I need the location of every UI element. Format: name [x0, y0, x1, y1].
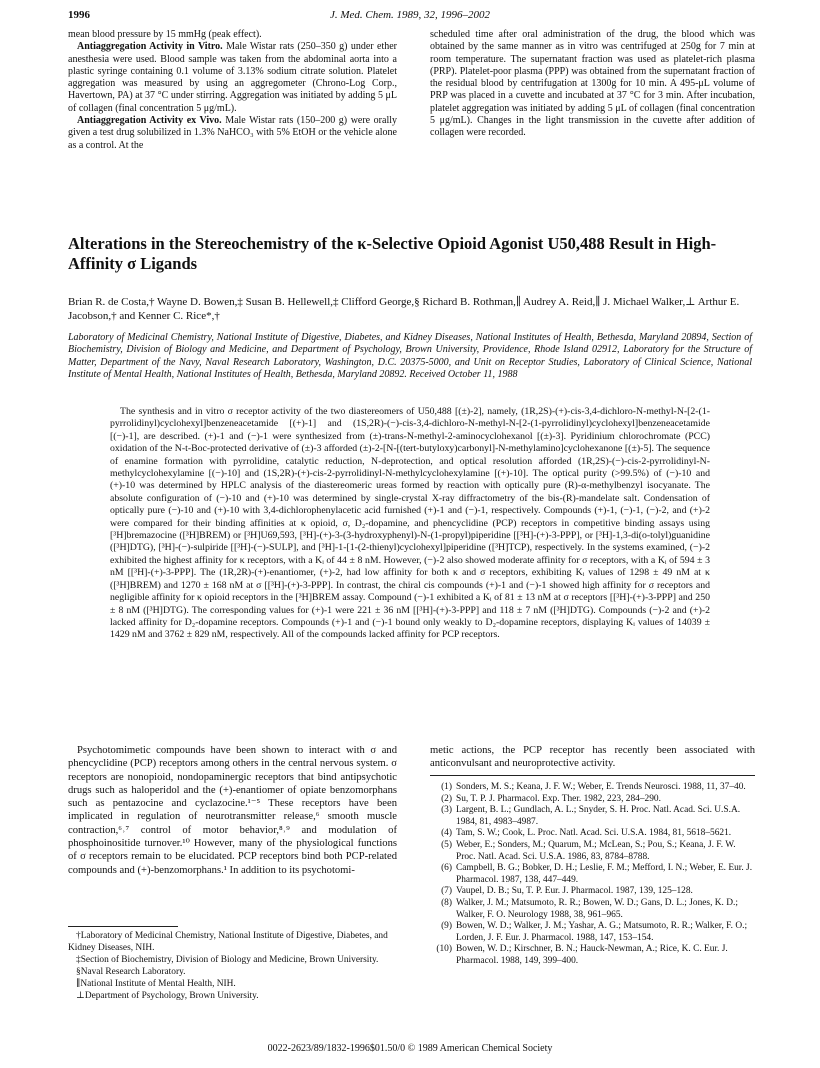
paragraph	[68, 41, 397, 115]
body-right-column	[430, 744, 755, 771]
reference-number: (3)	[441, 805, 452, 816]
reference-number: (10)	[436, 944, 452, 955]
body-left-column	[68, 744, 397, 877]
reference-text: Weber, E.; Sonders, M.; Quarum, M.; McLean, S.; Pou, S.; Keana, J. F. W. Proc. Natl. Acad. Sci. U.S.A. 1986, 83, 8784–8788.	[456, 839, 736, 862]
reference-text: Vaupel, D. B.; Su, T. P. Eur. J. Pharmacol. 1987, 139, 125–128.	[456, 886, 693, 897]
paragraph: scheduled time after oral administration of the drug, the blood which was obtained by the same manner as in vitro was centrifuged at 250g for 7 min at room temperature. The supernatant fraction was used as platelet-rich plasma (PRP). Platelet-poor plasma (PPP) was obtained from the supernatant fraction of the residual blood by centrifugation at 1300g for 10 min. A 495-μL volume of PRP was placed in a cuvette and incubated at 37 °C for 3 min. After incubation, platelet aggregation was initiated by adding 5 μL of collagen (final concentration 5 μg/mL). Changes in the light transmission in the cuvette after addition of collagen were recorded.	[430, 29, 755, 139]
paragraph: metic actions, the PCP receptor has recently been associated with anticonvulsant and neuroprotective activity.	[430, 745, 755, 770]
footnote-rule	[68, 926, 178, 927]
abstract	[110, 406, 710, 642]
reference-number: (2)	[441, 793, 452, 804]
reference-item	[430, 944, 755, 967]
reference-item	[430, 840, 755, 863]
reference-text: Su, T. P. J. Pharmacol. Exp. Ther. 1982, 223, 284–290.	[456, 793, 661, 804]
running-header	[68, 9, 752, 25]
reference-number: (7)	[441, 886, 452, 897]
reference-item	[430, 794, 755, 806]
top-left-column	[68, 29, 397, 152]
footnote: §Naval Research Laboratory.	[76, 967, 186, 977]
reference-number: (9)	[441, 921, 452, 932]
footnote: †Laboratory of Medicinal Chemistry, National Institute of Digestive, Diabetes, and Kidney Diseases, NIH.	[68, 931, 388, 953]
top-right-column	[430, 29, 755, 140]
reference-number: (8)	[441, 897, 452, 908]
abstract-text: The synthesis and in vitro σ receptor activity of the two diastereomers of U50,488 [(±)-2], namely, (1R,2S)-(+)-cis-3,4-dichloro-N-methyl-N-[2-(1-pyrrolidinyl)cyclohexyl]benzeneacetamide [(+)-1] and (1S,2R)-(−)-cis-3,4-dichloro-N-methyl-N-[2-(1-pyrrolidinyl)cyclohexyl]benzeneacetamide [(−)-1], are described. (+)-1 and (−)-1 were synthesized from (±)-trans-N-methyl-2-aminocyclohexanol [(±)-3]. Pyridinium chlorochromate (PCC) oxidation of the N-t-Boc-protected derivative of (±)-3 afforded (±)-2-[N-[(tert-butyloxy)carbonyl]-N-methylamino]cyclohexanone [(±)-5]. The sequence of enamine formation with pyrrolidine, catalytic reduction, N-deprotection, and optical resolution afforded (1R,2S)-(−)-cis-2-pyrrolidinyl-N-methylcyclohexylamine [(−)-10] and (1S,2R)-(+)-cis-2-pyrrolidinyl-N-methylcyclohexylamine [(+)-10]. The optical purity (>99.5%) of (−)-10 and (+)-10 was determined by HPLC analysis of the diastereomeric ureas formed by reaction with optically pure (R)-α-methylbenzyl isocyanate. The absolute configuration of (−)-10 and (+)-10 was determined by single-crystal X-ray diffractometry of the bis-(R)-mandelate salt. Condensation of optically pure (−)-10 and (+)-10 with 3,4-dichlorophenylacetic acid furnished (+)-1 and (−)-1, respectively. Compounds (+)-1, (−)-1, (−)-2, and (+)-2 were compared for their binding affinities at κ opioid, σ, D₂-dopamine, and phencyclidine (PCP) receptors in competitive binding assays using [³H]bremazocine ([³H]BREM) or [³H]U69,593, [³H]-(+)-3-(3-hydroxyphenyl)-N-(1-propyl)piperidine [[³H]-(+)-3-PPP], or [³H]-1,3-di(o-tolyl)guanidine ([³H]DTG), [³H]-(−)-sulpiride [[³H]-(−)-SULP], and [³H]-1-[1-(2-thienyl)cyclohexyl]piperidine ([³H]TCP), respectively. In the systems examined, (−)-2 exhibited the highest affinity for κ receptors, with a Kᵢ of 44 ± 8 nM. However, (−)-2 also showed moderate affinity for σ receptors, with a Kᵢ of 594 ± 3 nM [[³H]-(+)-3-PPP]. The (1R,2R)-(+)-enantiomer, (+)-2, had low affinity for both κ and σ receptors, exhibiting Kᵢ values of 1298 ± 49 nM at κ ([³H]BREM) and 1270 ± 168 nM at σ [[³H]-(+)-3-PPP]. In contrast, the chiral cis compounds (+)-1 and (−)-1 showed high affinity for σ receptors and negligible affinity for κ opioid receptors in the [³H]BREM assay. Compound (−)-1 exhibited a Kᵢ of 81 ± 13 nM at σ receptors [[³H]-(+)-3-PPP] and 250 ± 8 nM ([³H]DTG). The corresponding values for (+)-1 were 221 ± 36 nM [[³H]-(+)-3-PPP] and 118 ± 7 nM ([³H]DTG). Compounds (−)-2 and (+)-2 lacked affinity for D₂-dopamine receptors. Compounds (+)-1 and (−)-1 bound only weakly to D₂-dopamine receptors, displaying Kᵢ values of 14039 ± 1429 nM and 3762 ± 829 nM, respectively. All of the compounds lacked affinity for PCP receptors.	[110, 406, 710, 641]
footnote: ‡Section of Biochemistry, Division of Biology and Medicine, Brown University.	[76, 955, 379, 965]
paragraph-text: Male Wistar rats (250–350 g) under ether anesthesia were used. Blood sample was taken from the abdominal aorta into a plastic syringe containing 0.1 volume of 3.13% sodium citrate solution. Platelet aggregation was measured by using an aggregometer (Chrono-Log Corp., Havertown, PA) at 37 °C under stirring. Aggregation was initiated by adding 5 μL of collagen (final concentration 5 μg/mL).	[68, 41, 397, 114]
reference-item	[430, 898, 755, 921]
reference-number: (5)	[441, 839, 452, 850]
footnote: ∥National Institute of Mental Health, NIH.	[76, 979, 236, 989]
journal-citation: J. Med. Chem. 1989, 32, 1996–2002	[329, 9, 491, 21]
footnotes	[68, 930, 397, 1002]
article-title: Alterations in the Stereochemistry of the κ-Selective Opioid Agonist U50,488 Result in High-Affinity σ Ligands	[68, 234, 717, 273]
reference-item	[430, 886, 755, 898]
run-in-heading: Antiaggregation Activity ex Vivo.	[77, 115, 222, 127]
footnote: ⊥Department of Psychology, Brown University.	[76, 991, 259, 1001]
page-number: 1996	[68, 9, 90, 21]
reference-item	[430, 921, 755, 944]
reference-number: (4)	[441, 828, 452, 839]
reference-item	[430, 828, 755, 840]
reference-number: (6)	[441, 863, 452, 874]
reference-text: Sonders, M. S.; Keana, J. F. W.; Weber, E. Trends Neurosci. 1988, 11, 37–40.	[456, 782, 746, 792]
references-rule	[430, 775, 755, 776]
reference-text: Largent, B. L.; Gundlach, A. L.; Snyder, S. H. Proc. Natl. Acad. Sci. U.S.A. 1984, 81, 4983–4987.	[456, 805, 741, 827]
paragraph: Psychotomimetic compounds have been shown to interact with σ and phencyclidine (PCP) receptors among others in the central nervous system. σ receptors are nonopioid, nondopaminergic receptors that bind antipsychotic drugs such as haloperidol and the (+)-enantiomer of opiate benzomorphans such as pentazocine and cyclazocine.¹⁻⁵ These receptors have been implicated in regulation of neurotransmitter release,⁶ smooth muscle contraction,⁶˒⁷ control of motor behavior,⁸˒⁹ and modulation of phosphoinositide turnover.¹⁰ However, many of the physiological functions of σ receptors remain to be elucidated. PCP receptors bind both PCP-related compounds and (+)-benzomorphans.¹ In addition to its psychotomi-	[68, 745, 397, 876]
paragraph	[68, 115, 397, 152]
reference-text: Bowen, W. D.; Walker, J. M.; Yashar, A. G.; Matsumoto, R. R.; Walker, F. O.; Lorden, J. F. Eur. J. Pharmacol. 1988, 147, 153–154.	[456, 921, 748, 943]
reference-item	[430, 863, 755, 886]
reference-text: Tam, S. W.; Cook, L. Proc. Natl. Acad. Sci. U.S.A. 1984, 81, 5618–5621.	[456, 828, 732, 839]
reference-text: Campbell, B. G.; Bobker, D. H.; Leslie, F. M.; Mefford, I. N.; Weber, E. Eur. J. Pharmacol. 1987, 138, 447–449.	[456, 863, 753, 885]
affiliations: Laboratory of Medicinal Chemistry, National Institute of Digestive, Diabetes, and Kidney Diseases, National Institutes of Health, Bethesda, Maryland 20894, Section of Biochemistry, Division of Biology and Medicine, and Department of Psychology, Brown University, Providence, Rhode Island 02912, Laboratory for the Structure of Matter, Department of the Navy, Naval Research Laboratory, Washington, D.C. 20375-5000, and Unit on Receptor Studies, Laboratory of Clinical Science, National Institute of Mental Health, National Institutes of Health, Bethesda, Maryland 20892. Received October 11, 1988	[68, 332, 752, 380]
run-in-heading: Antiaggregation Activity in Vitro.	[77, 41, 223, 53]
reference-item	[430, 805, 755, 828]
copyright-line: 0022-2623/89/1832-1996$01.50/0 © 1989 American Chemical Society	[267, 1043, 553, 1054]
author-list: Brian R. de Costa,† Wayne D. Bowen,‡ Susan B. Hellewell,‡ Clifford George,§ Richard B. Rothman,∥ Audrey A. Reid,∥ J. Michael Walker,⊥ Arthur E. Jacobson,† and Kenner C. Rice*,†	[68, 296, 740, 322]
reference-text: Bowen, W. D.; Kirschner, B. N.; Hauck-Newman, A.; Rice, K. C. Eur. J. Pharmacol. 1988, 149, 399–400.	[456, 944, 728, 966]
reference-list	[430, 782, 755, 968]
reference-item	[430, 782, 755, 794]
paragraph-text: Male Wistar rats (150–200 g) were orally given a test drug solubilized in 1.3% NaHCO₃ with 5% EtOH or the vehicle alone as a control. At the	[68, 115, 397, 151]
reference-number: (1)	[441, 782, 452, 792]
reference-text: Walker, J. M.; Matsumoto, R. R.; Bowen, W. D.; Gans, D. L.; Jones, K. D.; Walker, F. O. Neurology 1988, 38, 961–965.	[456, 897, 738, 920]
paragraph: mean blood pressure by 15 mmHg (peak effect).	[68, 29, 262, 40]
